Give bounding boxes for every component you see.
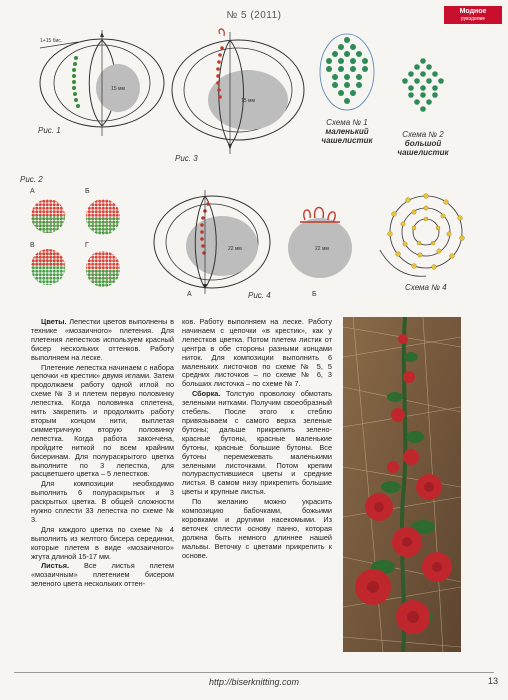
footer-divider — [14, 672, 494, 673]
paragraph: Листья. Все листья плетем «мозаичным» плетением бисером зеленого цвета нескольких оттен- — [31, 561, 174, 589]
figure-4-diagram — [150, 188, 370, 296]
page-number: 13 — [487, 676, 498, 686]
figure-3-diagram — [160, 28, 310, 156]
scheme-1-caption — [318, 118, 376, 145]
figure-2-caption: Рис. 2 — [20, 175, 43, 184]
scheme-1-sub1: маленький — [325, 127, 369, 136]
figure-1-diagram — [30, 28, 170, 138]
fig4-size-b: 22 мм — [315, 246, 329, 252]
scheme-4-caption: Схема № 4 — [405, 283, 447, 292]
paragraph: Для композиции необходимо выполнить 6 полураскрытых и 3 раскрытых цветка. В общей сложности нужно сплести 33 лепестка по схеме № 3. — [31, 479, 174, 524]
scheme-1-sub2: чашелистик — [321, 136, 373, 145]
fig2-letter-a: А — [30, 188, 35, 195]
issue-number: № 5 (2011) — [226, 10, 282, 21]
text-column-2 — [182, 318, 332, 561]
fig4-size-a: 22 мм — [228, 246, 242, 252]
scheme-1-diagram — [316, 30, 378, 118]
paragraph: ков. Работу выполняем на леске. Работу начинаем с цепочки «в крестик», как у лепестков цветка. Потом плетем листик от центра в обе стороны разными концами ниток. Для композиции выполнить 6 маленьких листочков по схеме № 5, 5 средних листочков – по схеме № 6, 3 больших листочка – по схеме № 7. — [182, 317, 332, 389]
scheme-4-diagram — [376, 188, 472, 280]
scheme-1-title: Схема № 1 — [326, 118, 368, 127]
figure-3-caption: Рис. 3 — [175, 154, 198, 163]
paragraph: Для каждого цветка по схеме № 4 выполнить из желтого бисера серединки, которые плетем в виде «мозаичного» жгута длиной 15-17 мм. — [31, 524, 174, 561]
paragraph: Цветы. Лепестки цветов выполнены в технике «мозаичного» плетения. Для плетения лепестков используем красный бисер нескольких оттенков. Работу выполняем на леске. — [31, 317, 174, 362]
brand-top: Модное — [459, 8, 487, 15]
paragraph: По желанию можно украсить композицию бабочками, божьими коровками и другими насекомыми. Из веточек сплести основу панно, которая должна быть немного длиннее нашей мальвы. Веточку с цветами прикрепить к основе. — [182, 497, 332, 560]
fig4-letter-a: А — [187, 291, 192, 298]
fig2-letter-v: В — [30, 242, 35, 249]
fig2-letter-g: Г — [85, 242, 89, 249]
fig3-size: 15 мм — [241, 98, 255, 104]
paragraph: Плетение лепестка начинаем с набора цепочки «в крестик» двумя иглами. Затем продолжаем работу одной иглой по схеме № 3 и плетем первую половинку лепестка. Когда половинка сплетена, нить закрепить и продолжить работу вторым концом нити, выплетая симметричную вторую половинку лепестка. Когда работа закончена, пройдите ниткой по всем крайним бисеринам. Для полураскрытого цветка выполните по 3 лепестка, для расцветшего цветка – 5 лепестков. — [31, 362, 174, 479]
scheme-2-caption — [392, 130, 454, 157]
figure-2-beads — [28, 196, 138, 296]
scheme-2-sub1: большой — [404, 139, 442, 148]
brand-bottom: рукоделие — [460, 16, 486, 22]
scheme-2-title: Схема № 2 — [402, 130, 444, 139]
text-column-1 — [31, 318, 174, 590]
fig1-wire: 1+15 бис. — [40, 38, 63, 44]
footer-website-link[interactable]: http://biserknitting.com — [208, 677, 300, 687]
fig4-letter-b: Б — [312, 291, 317, 298]
figure-4-caption: Рис. 4 — [248, 291, 271, 300]
scheme-2-diagram — [395, 55, 451, 125]
fig2-letter-b: Б — [85, 188, 90, 195]
figure-1-caption: Рис. 1 — [38, 126, 61, 135]
fig1-size: 15 мм — [111, 86, 125, 92]
brand-logo — [444, 6, 502, 24]
scheme-2-sub2: чашелистик — [397, 148, 449, 157]
beaded-mallow-photo — [343, 317, 461, 652]
paragraph: Сборка. Толстую проволоку обмотать зелеными нитками. Получим своеобразный стебель. После этого к стеблю привязываем с самого верха зеленые бутоны; дальше прикрепить зелено-красные бутоны, красные маленькие бутоны, красные большие бутоны. Все бутоны перемежевать маленькими зелеными листочками. Потом крепим полураспустившиеся цветы и средние листья. В самом низу прикрепить большие цветы и крупные листья. — [182, 389, 332, 497]
